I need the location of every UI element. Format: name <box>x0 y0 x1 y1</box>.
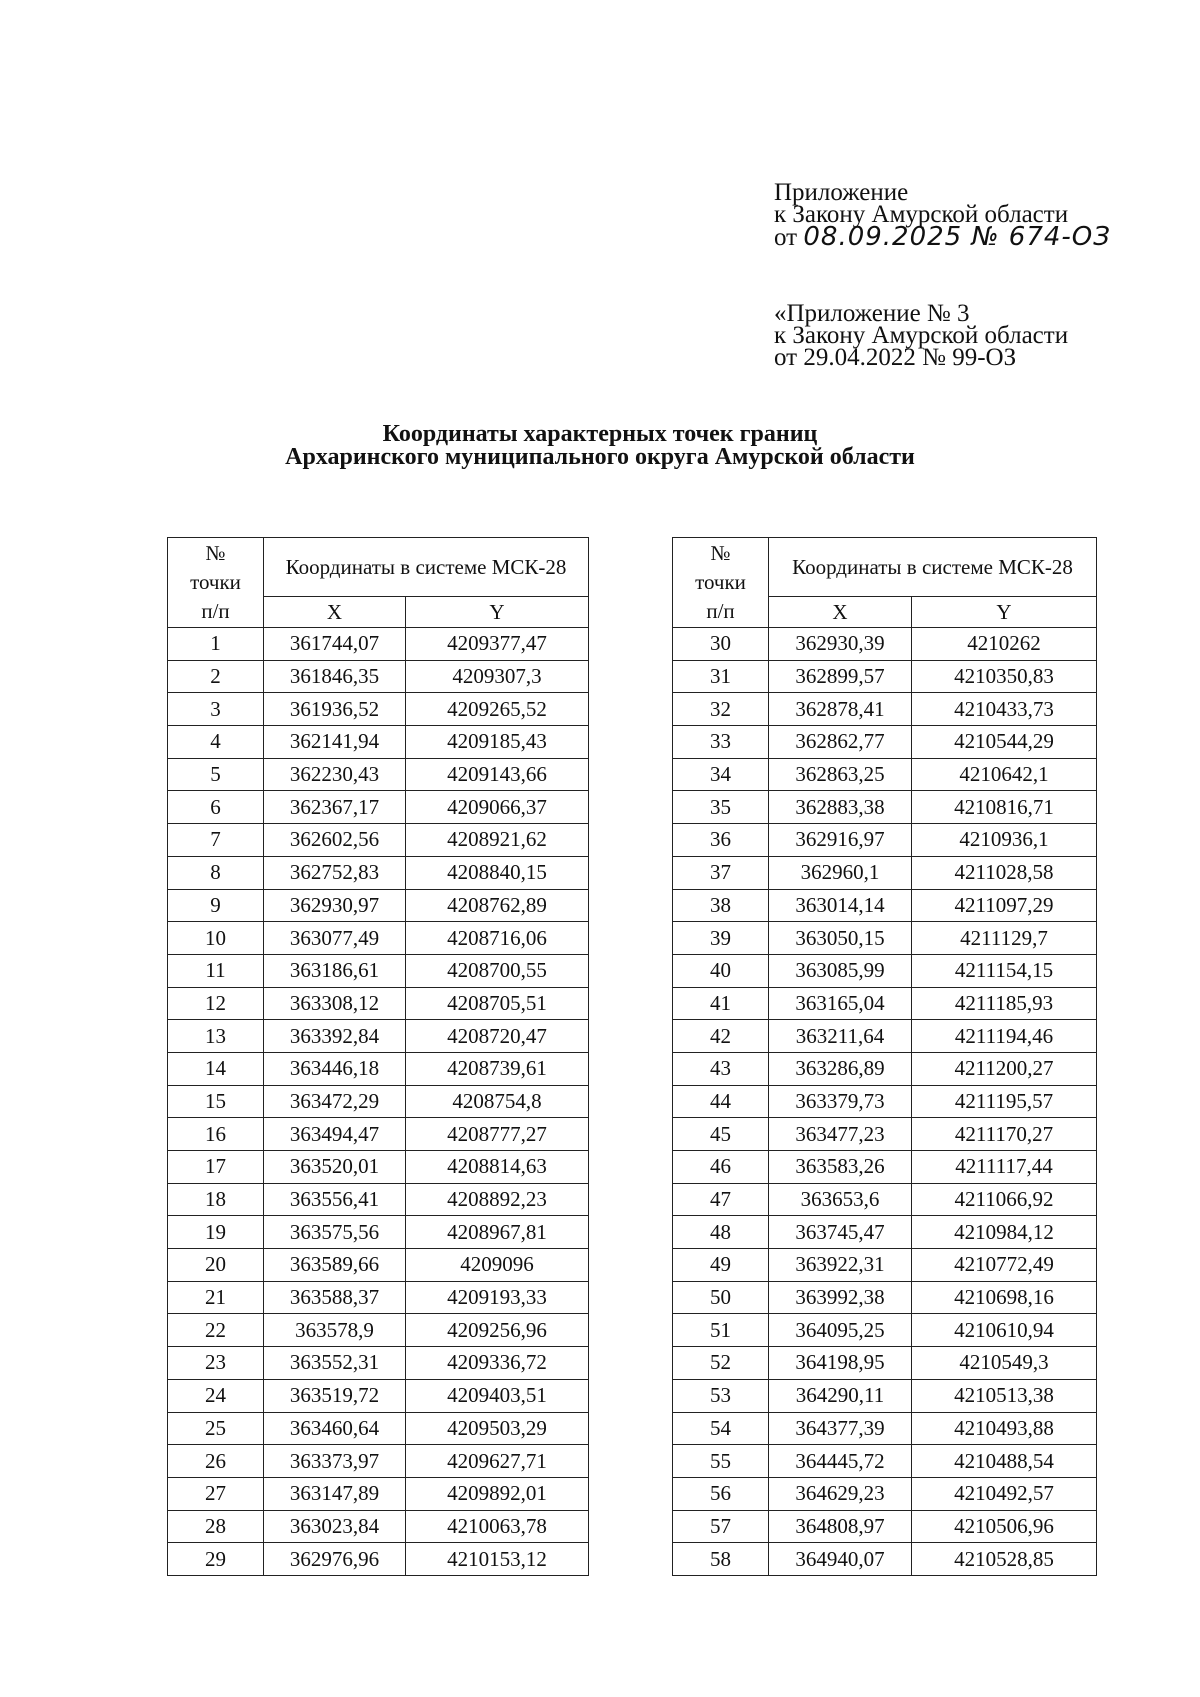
table-row <box>673 1085 1097 1118</box>
point-number-cell: 55 <box>673 1445 769 1478</box>
x-coordinate-cell: 363165,04 <box>769 987 912 1020</box>
coordinates-table-left <box>167 537 589 1576</box>
x-coordinate-cell: 363477,23 <box>769 1118 912 1151</box>
table-row <box>168 987 589 1020</box>
x-coordinate-cell: 363446,18 <box>264 1052 406 1085</box>
table-row <box>168 726 589 759</box>
y-coordinate-cell: 4209265,52 <box>406 693 589 726</box>
table-row <box>168 1477 589 1510</box>
x-coordinate-cell: 362899,57 <box>769 660 912 693</box>
y-coordinate-cell: 4211097,29 <box>912 889 1097 922</box>
y-coordinate-cell: 4211194,46 <box>912 1020 1097 1053</box>
point-number-cell: 28 <box>168 1510 264 1543</box>
point-number-cell: 58 <box>673 1543 769 1576</box>
y-coordinate-cell: 4211066,92 <box>912 1183 1097 1216</box>
y-coordinate-cell: 4210642,1 <box>912 758 1097 791</box>
x-coordinate-cell: 364377,39 <box>769 1412 912 1445</box>
table-row <box>673 1249 1097 1282</box>
x-coordinate-cell: 362883,38 <box>769 791 912 824</box>
x-coordinate-cell: 363460,64 <box>264 1412 406 1445</box>
y-coordinate-cell: 4210984,12 <box>912 1216 1097 1249</box>
point-number-cell: 4 <box>168 726 264 759</box>
point-number-cell: 52 <box>673 1347 769 1380</box>
x-coordinate-cell: 363519,72 <box>264 1379 406 1412</box>
y-coordinate-cell: 4209336,72 <box>406 1347 589 1380</box>
y-coordinate-cell: 4208705,51 <box>406 987 589 1020</box>
x-coordinate-cell: 362976,96 <box>264 1543 406 1576</box>
handwritten-date-number: 08.09.2025 № 674-ОЗ <box>803 222 1111 252</box>
y-coordinate-cell: 4211195,57 <box>912 1085 1097 1118</box>
table-row <box>673 628 1097 661</box>
table-row <box>168 1347 589 1380</box>
x-coordinate-cell: 363077,49 <box>264 922 406 955</box>
point-number-cell: 15 <box>168 1085 264 1118</box>
point-number-cell: 3 <box>168 693 264 726</box>
y-coordinate-cell: 4209627,71 <box>406 1445 589 1478</box>
point-number-cell: 35 <box>673 791 769 824</box>
point-number-cell: 24 <box>168 1379 264 1412</box>
table-row <box>168 1216 589 1249</box>
point-number-cell: 38 <box>673 889 769 922</box>
y-coordinate-cell: 4210433,73 <box>912 693 1097 726</box>
referenced-appendix-header <box>774 300 1174 371</box>
point-number-cell: 39 <box>673 922 769 955</box>
point-number-cell: 29 <box>168 1543 264 1576</box>
point-number-cell: 8 <box>168 856 264 889</box>
x-coordinate-cell: 364629,23 <box>769 1477 912 1510</box>
point-number-cell: 53 <box>673 1379 769 1412</box>
table-row <box>168 1151 589 1184</box>
point-number-cell: 6 <box>168 791 264 824</box>
table-row <box>673 856 1097 889</box>
y-coordinate-cell: 4208921,62 <box>406 824 589 857</box>
table-row <box>673 987 1097 1020</box>
y-coordinate-cell: 4210549,3 <box>912 1347 1097 1380</box>
point-number-cell: 50 <box>673 1281 769 1314</box>
x-coordinate-cell: 364198,95 <box>769 1347 912 1380</box>
point-number-cell: 48 <box>673 1216 769 1249</box>
y-coordinate-cell: 4209256,96 <box>406 1314 589 1347</box>
table-row <box>168 1085 589 1118</box>
table-row <box>673 791 1097 824</box>
title-line-1: Координаты характерных точек границ <box>382 421 818 447</box>
x-coordinate-cell: 363186,61 <box>264 954 406 987</box>
y-coordinate-cell: 4211154,15 <box>912 954 1097 987</box>
table-row <box>673 1412 1097 1445</box>
x-coordinate-cell: 363147,89 <box>264 1477 406 1510</box>
y-coordinate-cell: 4209185,43 <box>406 726 589 759</box>
table-row <box>168 791 589 824</box>
y-coordinate-cell: 4210492,57 <box>912 1477 1097 1510</box>
y-coordinate-cell: 4208739,61 <box>406 1052 589 1085</box>
y-coordinate-cell: 4210153,12 <box>406 1543 589 1576</box>
x-coordinate-cell: 363992,38 <box>769 1281 912 1314</box>
point-number-cell: 13 <box>168 1020 264 1053</box>
x-coordinate-cell: 363745,47 <box>769 1216 912 1249</box>
point-number-cell: 47 <box>673 1183 769 1216</box>
point-number-cell: 10 <box>168 922 264 955</box>
x-coordinate-cell: 363520,01 <box>264 1151 406 1184</box>
y-coordinate-cell: 4211117,44 <box>912 1151 1097 1184</box>
point-number-cell: 19 <box>168 1216 264 1249</box>
table-row <box>168 1183 589 1216</box>
header-y: Y <box>912 597 1097 628</box>
x-coordinate-cell: 362602,56 <box>264 824 406 857</box>
y-coordinate-cell: 4209892,01 <box>406 1477 589 1510</box>
table-row <box>168 954 589 987</box>
table-row <box>673 1510 1097 1543</box>
y-coordinate-cell: 4208814,63 <box>406 1151 589 1184</box>
y-coordinate-cell: 4210350,83 <box>912 660 1097 693</box>
appendix-law-ref: к Закону Амурской области <box>774 201 1069 228</box>
point-number-cell: 44 <box>673 1085 769 1118</box>
table-row <box>168 1020 589 1053</box>
point-number-cell: 14 <box>168 1052 264 1085</box>
point-number-cell: 45 <box>673 1118 769 1151</box>
y-coordinate-cell: 4208892,23 <box>406 1183 589 1216</box>
header-x: X <box>769 597 912 628</box>
table-row <box>673 889 1097 922</box>
table-row <box>673 1543 1097 1576</box>
table-row <box>168 1510 589 1543</box>
x-coordinate-cell: 363373,97 <box>264 1445 406 1478</box>
table-row <box>673 1052 1097 1085</box>
point-number-cell: 9 <box>168 889 264 922</box>
table-row <box>168 1314 589 1347</box>
y-coordinate-cell: 4211129,7 <box>912 922 1097 955</box>
point-number-cell: 32 <box>673 693 769 726</box>
table-row <box>168 693 589 726</box>
y-coordinate-cell: 4208716,06 <box>406 922 589 955</box>
point-number-cell: 51 <box>673 1314 769 1347</box>
point-number-cell: 46 <box>673 1151 769 1184</box>
x-coordinate-cell: 361744,07 <box>264 628 406 661</box>
table-row <box>168 660 589 693</box>
point-number-cell: 41 <box>673 987 769 1020</box>
x-coordinate-cell: 363085,99 <box>769 954 912 987</box>
y-coordinate-cell: 4208700,55 <box>406 954 589 987</box>
table-row <box>673 758 1097 791</box>
header-point-number: № точки п/п <box>168 538 264 628</box>
table-row <box>168 824 589 857</box>
header-coordinate-system: Координаты в системе МСК-28 <box>264 538 589 597</box>
point-number-cell: 23 <box>168 1347 264 1380</box>
y-coordinate-cell: 4210528,85 <box>912 1543 1097 1576</box>
table-row <box>168 1445 589 1478</box>
table-row <box>168 1118 589 1151</box>
table-row <box>168 922 589 955</box>
table-row <box>168 1281 589 1314</box>
x-coordinate-cell: 363583,26 <box>769 1151 912 1184</box>
point-number-cell: 21 <box>168 1281 264 1314</box>
point-number-cell: 18 <box>168 1183 264 1216</box>
header-point-number: № точки п/п <box>673 538 769 628</box>
table-row <box>168 1052 589 1085</box>
x-coordinate-cell: 362930,39 <box>769 628 912 661</box>
x-coordinate-cell: 363922,31 <box>769 1249 912 1282</box>
point-number-cell: 26 <box>168 1445 264 1478</box>
y-coordinate-cell: 4210772,49 <box>912 1249 1097 1282</box>
point-number-cell: 5 <box>168 758 264 791</box>
x-coordinate-cell: 362878,41 <box>769 693 912 726</box>
point-number-cell: 54 <box>673 1412 769 1445</box>
x-coordinate-cell: 363556,41 <box>264 1183 406 1216</box>
x-coordinate-cell: 364290,11 <box>769 1379 912 1412</box>
point-number-cell: 12 <box>168 987 264 1020</box>
x-coordinate-cell: 364095,25 <box>769 1314 912 1347</box>
point-number-cell: 2 <box>168 660 264 693</box>
x-coordinate-cell: 364940,07 <box>769 1543 912 1576</box>
point-number-cell: 22 <box>168 1314 264 1347</box>
x-coordinate-cell: 363589,66 <box>264 1249 406 1282</box>
ref-appendix-law-ref: к Закону Амурской области <box>774 322 1069 349</box>
x-coordinate-cell: 362916,97 <box>769 824 912 857</box>
title-line-2: Архаринского муниципального округа Амурской области <box>285 444 915 470</box>
point-number-cell: 25 <box>168 1412 264 1445</box>
x-coordinate-cell: 363578,9 <box>264 1314 406 1347</box>
table-row <box>168 758 589 791</box>
y-coordinate-cell: 4209377,47 <box>406 628 589 661</box>
y-coordinate-cell: 4210063,78 <box>406 1510 589 1543</box>
y-coordinate-cell: 4209503,29 <box>406 1412 589 1445</box>
coordinates-table-right <box>672 537 1097 1576</box>
x-coordinate-cell: 362752,83 <box>264 856 406 889</box>
point-number-cell: 30 <box>673 628 769 661</box>
table-row <box>168 628 589 661</box>
point-number-cell: 17 <box>168 1151 264 1184</box>
x-coordinate-cell: 363286,89 <box>769 1052 912 1085</box>
y-coordinate-cell: 4210816,71 <box>912 791 1097 824</box>
x-coordinate-cell: 361936,52 <box>264 693 406 726</box>
table-row <box>673 660 1097 693</box>
x-coordinate-cell: 363379,73 <box>769 1085 912 1118</box>
table-row <box>673 1477 1097 1510</box>
point-number-cell: 56 <box>673 1477 769 1510</box>
y-coordinate-cell: 4209143,66 <box>406 758 589 791</box>
x-coordinate-cell: 362960,1 <box>769 856 912 889</box>
appendix-header <box>774 179 1174 252</box>
table-row <box>168 1412 589 1445</box>
table-row <box>673 726 1097 759</box>
point-number-cell: 43 <box>673 1052 769 1085</box>
table-row <box>673 693 1097 726</box>
y-coordinate-cell: 4210493,88 <box>912 1412 1097 1445</box>
table-row <box>673 1347 1097 1380</box>
x-coordinate-cell: 362141,94 <box>264 726 406 759</box>
y-coordinate-cell: 4210513,38 <box>912 1379 1097 1412</box>
x-coordinate-cell: 364808,97 <box>769 1510 912 1543</box>
y-coordinate-cell: 4208777,27 <box>406 1118 589 1151</box>
point-number-cell: 34 <box>673 758 769 791</box>
table-row <box>673 1020 1097 1053</box>
y-coordinate-cell: 4211185,93 <box>912 987 1097 1020</box>
table-row <box>673 1118 1097 1151</box>
y-coordinate-cell: 4209193,33 <box>406 1281 589 1314</box>
document-title <box>0 423 1200 469</box>
y-coordinate-cell: 4210936,1 <box>912 824 1097 857</box>
table-row <box>673 1281 1097 1314</box>
point-number-cell: 20 <box>168 1249 264 1282</box>
x-coordinate-cell: 363575,56 <box>264 1216 406 1249</box>
table-row <box>673 1379 1097 1412</box>
y-coordinate-cell: 4208840,15 <box>406 856 589 889</box>
x-coordinate-cell: 363588,37 <box>264 1281 406 1314</box>
table-row <box>168 856 589 889</box>
y-coordinate-cell: 4209066,37 <box>406 791 589 824</box>
point-number-cell: 36 <box>673 824 769 857</box>
x-coordinate-cell: 361846,35 <box>264 660 406 693</box>
x-coordinate-cell: 363023,84 <box>264 1510 406 1543</box>
table-row <box>673 1151 1097 1184</box>
point-number-cell: 1 <box>168 628 264 661</box>
table-row <box>673 1216 1097 1249</box>
point-number-cell: 27 <box>168 1477 264 1510</box>
point-number-cell: 37 <box>673 856 769 889</box>
table-row <box>673 824 1097 857</box>
y-coordinate-cell: 4211170,27 <box>912 1118 1097 1151</box>
point-number-cell: 16 <box>168 1118 264 1151</box>
x-coordinate-cell: 362863,25 <box>769 758 912 791</box>
x-coordinate-cell: 363653,6 <box>769 1183 912 1216</box>
y-coordinate-cell: 4208720,47 <box>406 1020 589 1053</box>
header-coordinate-system: Координаты в системе МСК-28 <box>769 538 1097 597</box>
x-coordinate-cell: 363552,31 <box>264 1347 406 1380</box>
x-coordinate-cell: 362230,43 <box>264 758 406 791</box>
table-row <box>168 1379 589 1412</box>
x-coordinate-cell: 363050,15 <box>769 922 912 955</box>
appendix-label: Приложение <box>774 179 909 206</box>
ref-appendix-date: от 29.04.2022 № 99-ОЗ <box>774 344 1017 371</box>
x-coordinate-cell: 363392,84 <box>264 1020 406 1053</box>
y-coordinate-cell: 4210488,54 <box>912 1445 1097 1478</box>
x-coordinate-cell: 364445,72 <box>769 1445 912 1478</box>
point-number-cell: 57 <box>673 1510 769 1543</box>
table-row <box>673 954 1097 987</box>
y-coordinate-cell: 4210610,94 <box>912 1314 1097 1347</box>
y-coordinate-cell: 4209096 <box>406 1249 589 1282</box>
point-number-cell: 7 <box>168 824 264 857</box>
table-row <box>168 1543 589 1576</box>
x-coordinate-cell: 362367,17 <box>264 791 406 824</box>
y-coordinate-cell: 4211028,58 <box>912 856 1097 889</box>
appendix-date-prefix: от <box>774 224 798 251</box>
y-coordinate-cell: 4210544,29 <box>912 726 1097 759</box>
point-number-cell: 33 <box>673 726 769 759</box>
table-row <box>168 1249 589 1282</box>
table-row <box>673 1445 1097 1478</box>
table-row <box>673 1183 1097 1216</box>
y-coordinate-cell: 4208967,81 <box>406 1216 589 1249</box>
y-coordinate-cell: 4210698,16 <box>912 1281 1097 1314</box>
y-coordinate-cell: 4209403,51 <box>406 1379 589 1412</box>
point-number-cell: 42 <box>673 1020 769 1053</box>
table-row <box>673 922 1097 955</box>
x-coordinate-cell: 363494,47 <box>264 1118 406 1151</box>
x-coordinate-cell: 363472,29 <box>264 1085 406 1118</box>
appendix-date-line <box>774 222 1174 252</box>
table-row <box>168 889 589 922</box>
x-coordinate-cell: 362930,97 <box>264 889 406 922</box>
y-coordinate-cell: 4209307,3 <box>406 660 589 693</box>
x-coordinate-cell: 363211,64 <box>769 1020 912 1053</box>
y-coordinate-cell: 4210506,96 <box>912 1510 1097 1543</box>
point-number-cell: 40 <box>673 954 769 987</box>
point-number-cell: 31 <box>673 660 769 693</box>
point-number-cell: 11 <box>168 954 264 987</box>
point-number-cell: 49 <box>673 1249 769 1282</box>
y-coordinate-cell: 4208754,8 <box>406 1085 589 1118</box>
table-row <box>673 1314 1097 1347</box>
ref-appendix-label: «Приложение № 3 <box>774 300 970 327</box>
y-coordinate-cell: 4210262 <box>912 628 1097 661</box>
y-coordinate-cell: 4208762,89 <box>406 889 589 922</box>
x-coordinate-cell: 363014,14 <box>769 889 912 922</box>
x-coordinate-cell: 362862,77 <box>769 726 912 759</box>
header-y: Y <box>406 597 589 628</box>
y-coordinate-cell: 4211200,27 <box>912 1052 1097 1085</box>
x-coordinate-cell: 363308,12 <box>264 987 406 1020</box>
header-x: X <box>264 597 406 628</box>
